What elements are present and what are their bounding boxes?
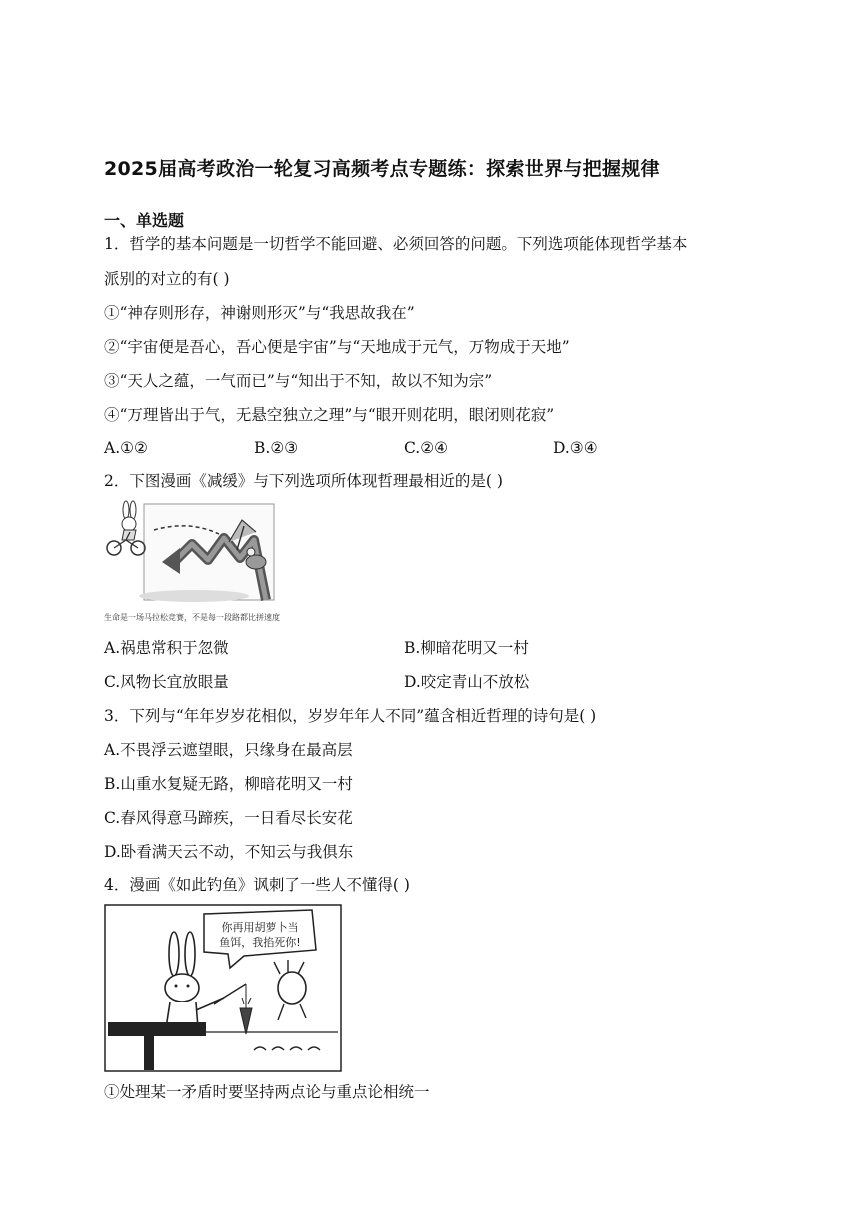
- speech-bubble-line2: 鱼饵，我掐死你!: [219, 936, 301, 949]
- q1-stem-line1: 1．哲学的基本问题是一切哲学不能回避、必须回答的问题。下列选项能体现哲学基本: [104, 235, 688, 253]
- q3-option-c: C.春风得意马蹄疾，一日看尽长安花: [104, 809, 353, 827]
- q1-item-4: ④“万理皆出于气，无悬空独立之理”与“眼开则花明，眼闭则花寂”: [104, 406, 555, 424]
- q1-stem-line2: 派别的对立的有( ): [104, 270, 230, 288]
- section-heading: 一、单选题: [104, 211, 185, 230]
- q1-option-a: A.①②: [104, 439, 148, 457]
- speech-bubble-line1: 你再用胡萝卜当: [221, 921, 299, 934]
- q2-option-b: B.柳暗花明又一村: [404, 639, 529, 657]
- cartoon-slowdown: [104, 500, 284, 612]
- cartoon-fishing: [104, 904, 342, 1072]
- q3-option-b: B.山重水复疑无路，柳暗花明又一村: [104, 775, 353, 793]
- q3-option-a: A.不畏浮云遮望眼，只缘身在最高层: [104, 741, 353, 759]
- q4-item-1: ①处理某一矛盾时要坚持两点论与重点论相统一: [104, 1083, 430, 1101]
- q3-option-d: D.卧看满天云不动，不知云与我俱东: [104, 843, 354, 861]
- q2-option-a: A.祸患常积于忽微: [104, 639, 229, 657]
- q1-item-2: ②“宇宙便是吾心，吾心便是宇宙”与“天地成于元气，万物成于天地”: [104, 338, 570, 356]
- q3-stem: 3．下列与“年年岁岁花相似，岁岁年年人不同”蕴含相近哲理的诗句是( ): [104, 707, 597, 725]
- q1-item-3: ③“天人之蕴，一气而已”与“知出于不知，故以不知为宗”: [104, 372, 493, 390]
- q4-stem: 4．漫画《如此钓鱼》讽刺了一些人不懂得( ): [104, 876, 410, 894]
- q2-stem: 2．下图漫画《减缓》与下列选项所体现哲理最相近的是( ): [104, 472, 503, 490]
- q2-option-d: D.咬定青山不放松: [404, 673, 530, 691]
- document-title: 2025届高考政治一轮复习高频考点专题练：探索世界与把握规律: [104, 158, 660, 180]
- q1-option-c: C.②④: [404, 439, 449, 457]
- cartoon-caption: 生命是一场马拉松竞赛，不是每一段路都比拼速度: [104, 613, 280, 622]
- q1-option-d: D.③④: [553, 439, 598, 457]
- q1-item-1: ①“神存则形存，神谢则形灭”与“我思故我在”: [104, 304, 415, 322]
- q1-option-b: B.②③: [254, 439, 299, 457]
- q2-option-c: C.风物长宜放眼量: [104, 673, 229, 691]
